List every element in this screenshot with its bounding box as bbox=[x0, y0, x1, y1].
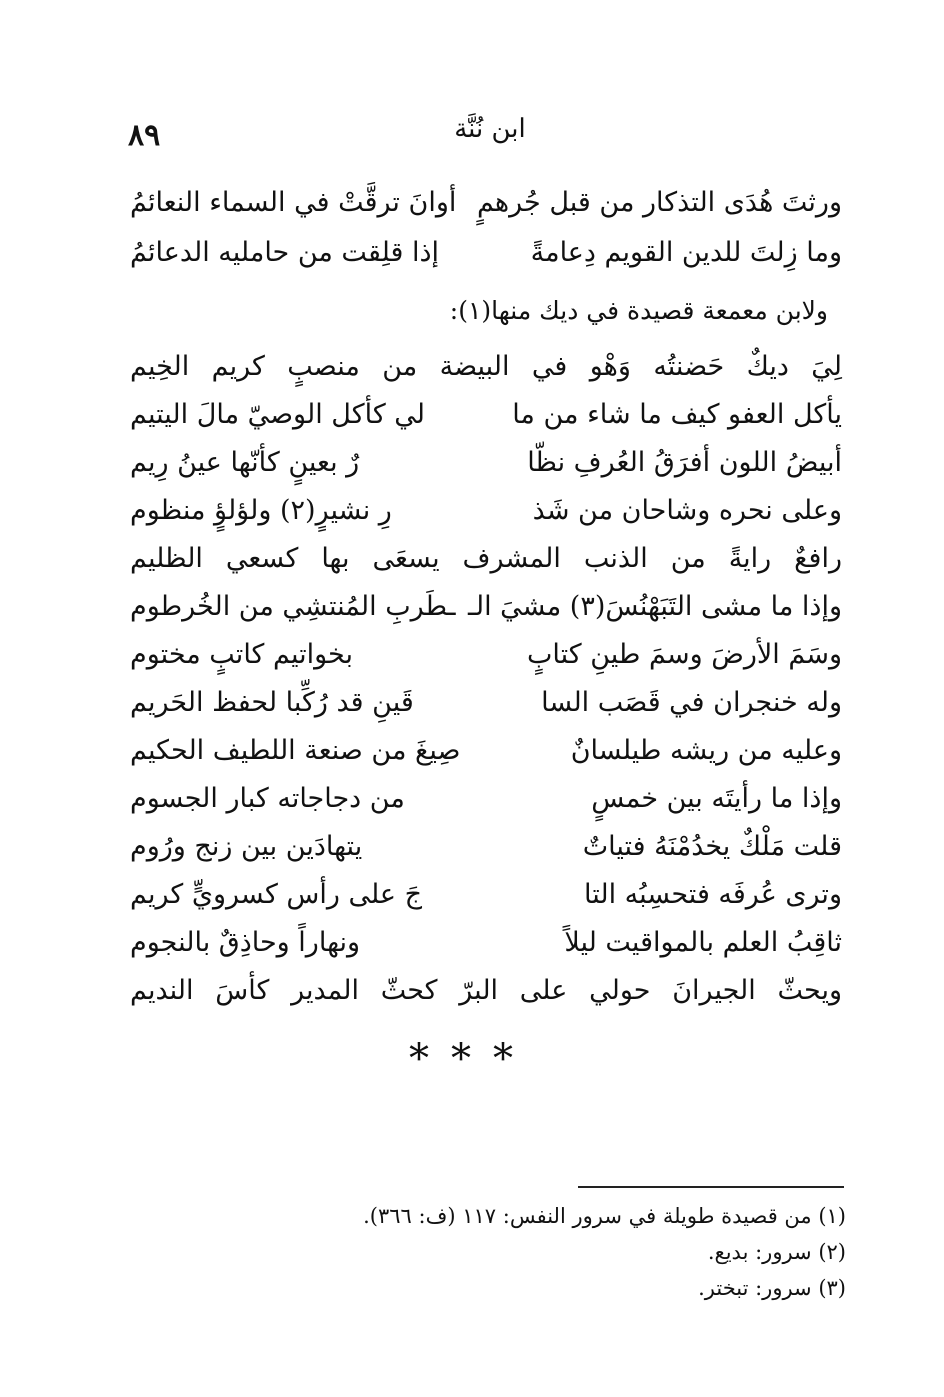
verse-first-hemistich: ثاقِبُ العلم بالمواقيت ليلاً bbox=[564, 927, 842, 958]
verse-line bbox=[130, 868, 842, 922]
verse-second-hemistich: ونهاراً وحاذِقٌ بالنجوم bbox=[130, 927, 361, 958]
verse-line-full: رافعٌ رايةً من الذنب المشرف يسعَى بها كسعي الظليم bbox=[130, 543, 842, 574]
verse-second-hemistich: لي كأكل الوصيّ مالَ اليتيم bbox=[130, 399, 425, 430]
footnote: (٣) سرور: تبختر. bbox=[698, 1276, 846, 1300]
footnote: (١) من قصيدة طويلة في سرور النفس: ١١٧ (ف: ٣٦٦). bbox=[363, 1204, 846, 1228]
verse-second-hemistich: قَينِ قد رُكِّبا لحفظ الحَريم bbox=[130, 687, 414, 718]
footnote-rule bbox=[578, 1186, 844, 1188]
verse-second-hemistich: أوانَ ترقَّتْ في السماء النعائمُ bbox=[130, 187, 457, 218]
verse-line bbox=[130, 676, 842, 730]
section-separator: *** bbox=[409, 1036, 535, 1082]
footnote: (٢) سرور: بديع. bbox=[707, 1240, 846, 1264]
verse-second-hemistich: رِ نشيرٍ(٢) ولؤلؤٍ منظوم bbox=[130, 495, 392, 526]
verse-first-hemistich: وترى عُرفَه فتحسِبُه التا bbox=[583, 879, 842, 910]
verse-second-hemistich: يتهادَين بين زنج ورُوم bbox=[130, 831, 363, 862]
verse-line-full: ويحثّ الجيرانَ حولي على البرّ كحثّ المدير كأسَ النديم bbox=[130, 975, 842, 1006]
verse-line-full: لِيَ ديكٌ حَضنتُه وَهْو في البيضة من منصبٍ كريم الخِيم bbox=[130, 351, 842, 382]
verse-line bbox=[130, 628, 842, 682]
verse-first-hemistich: وإذا ما مشى التَبَهْنُسَ(٣) مشيَ الـ bbox=[467, 591, 842, 622]
verse-line bbox=[130, 820, 842, 874]
verse-line bbox=[130, 580, 842, 634]
verse-first-hemistich: وما زِلتَ للدين القويم دِعامةً bbox=[530, 237, 842, 268]
verse-second-hemistich: بخواتيم كاتبٍ مختوم bbox=[130, 639, 354, 670]
verse-first-hemistich: قلت مَلْكٌ يخدُمْنَهُ فتياتٌ bbox=[582, 831, 842, 862]
verse-first-hemistich: وله خنجران في قَصَب السا bbox=[541, 687, 842, 718]
verse-first-hemistich: ورثتَ هُدَى التذكار من قبل جُرهمٍ bbox=[476, 187, 842, 218]
poem-introduction: ولابن معمعة قصيدة في ديك منها(١): bbox=[449, 296, 828, 325]
verse-line bbox=[130, 772, 842, 826]
verse-first-hemistich: أبيضُ اللون أفرَقُ العُرفِ نظّا bbox=[527, 447, 842, 478]
running-head: ابن نُنَّة bbox=[454, 114, 526, 144]
verse-line bbox=[130, 436, 842, 490]
verse-second-hemistich: من دجاجاته كبار الجسوم bbox=[130, 783, 405, 814]
verse-second-hemistich: ـطَربِ المُنتشِي من الخُرطوم bbox=[130, 591, 456, 622]
verse-second-hemistich: رٌ بعينٍ كأنّها عينُ رِيم bbox=[130, 447, 360, 478]
verse-line bbox=[130, 388, 842, 442]
verse-line bbox=[130, 226, 842, 280]
verse-line bbox=[130, 724, 842, 778]
verse-first-hemistich: وعليه من ريشه طيلسانٌ bbox=[570, 735, 842, 766]
verse-second-hemistich: صِيغَ من صنعة اللطيف الحكيم bbox=[130, 735, 461, 766]
page-number: ٨٩ bbox=[128, 118, 161, 153]
verse-line bbox=[130, 916, 842, 970]
verse-second-hemistich: جَ على رأس كسرويٍّ كريم bbox=[130, 879, 423, 910]
verse-first-hemistich: وسَمَ الأرضَ وسمَ طينِ كتابٍ bbox=[526, 639, 842, 670]
verse-first-hemistich: وعلى نحره وشاحان من شَذ bbox=[532, 495, 842, 526]
verse-line bbox=[130, 176, 842, 230]
verse-second-hemistich: إذا قلِقت من حامليه الدعائمُ bbox=[130, 237, 440, 268]
verse-first-hemistich: يأكل العفو كيف ما شاء من ما bbox=[512, 399, 842, 430]
verse-line bbox=[130, 484, 842, 538]
verse-first-hemistich: وإذا ما رأيتَه بين خمسٍ bbox=[591, 783, 842, 814]
